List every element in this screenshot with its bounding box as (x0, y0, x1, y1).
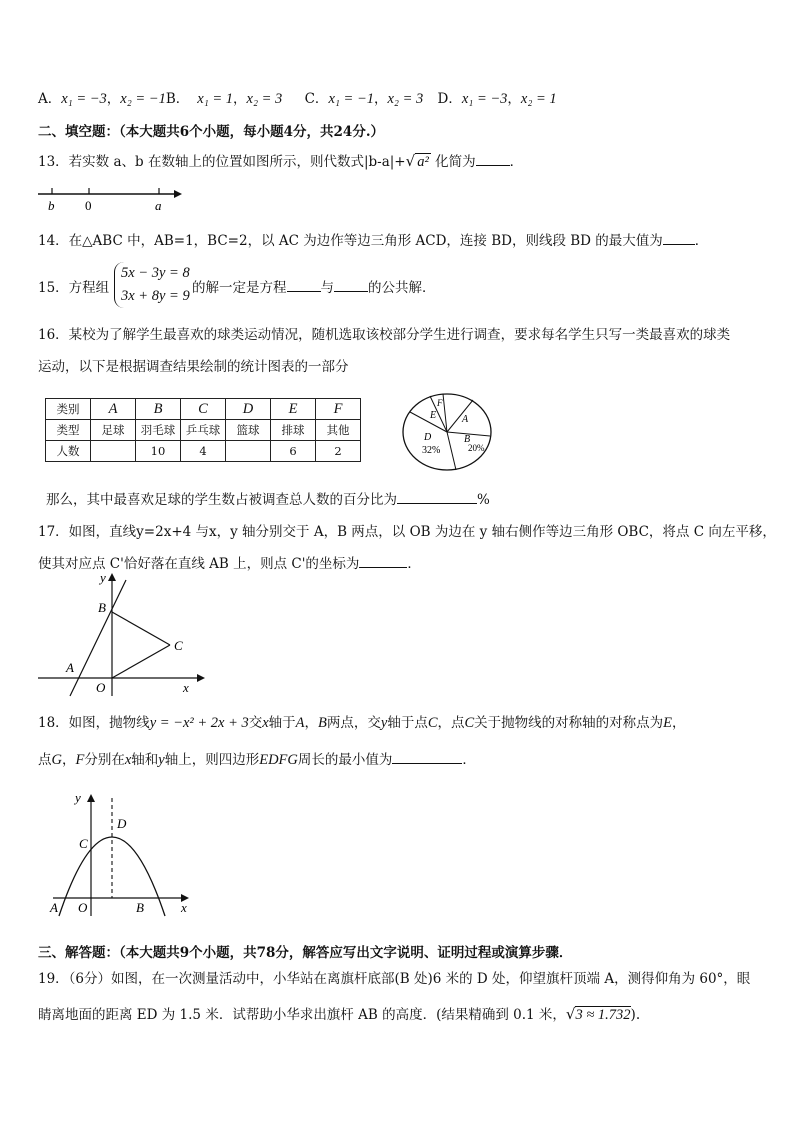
table-cell: 类别 (46, 399, 91, 420)
q15-mid1: 的解一定是方程 (192, 280, 287, 296)
q17-line2: 使其对应点 C'恰好落在直线 AB 上，则点 C'的坐标为 (38, 556, 360, 572)
q16-pie-chart (400, 390, 500, 474)
q16-question-text: 那么，其中最喜欢足球的学生数占被调查总人数的百分比为 (46, 492, 397, 508)
q18-var-y: y (380, 715, 388, 731)
q18-text: 周长的最小值为 (297, 752, 393, 768)
table-cell: 羽毛球 (136, 420, 181, 441)
pie-pct-d: 32% (422, 445, 441, 456)
q18-var-e: E (663, 715, 673, 731)
table-cell: 排球 (271, 420, 316, 441)
table-row (46, 399, 361, 420)
q15-eq1: 5x − 3y = 8 (121, 265, 190, 281)
q18-text: 轴上，则四边形 (164, 752, 260, 768)
q18-var-c: C (427, 715, 438, 731)
q18-formula: y = −x² + 2x + 3 (149, 715, 249, 731)
q18-var-a: A (295, 715, 305, 731)
fig17-label-c: C (174, 638, 183, 653)
q18-line2 (38, 748, 476, 769)
separator: ， (373, 91, 388, 107)
fig17-label-a: A (66, 660, 74, 675)
table-cell (226, 441, 271, 462)
q19-line2-wrap (38, 1003, 640, 1024)
option-b-eq2: x₂ = 3 (246, 91, 283, 107)
fig18-label-y: y (75, 790, 81, 805)
axis-label-zero: 0 (85, 198, 92, 213)
table-cell: E (271, 399, 316, 420)
table-row (46, 420, 361, 441)
q18-var-x: x (262, 715, 269, 731)
q16-line2: 运动，以下是根据调查结果绘制的统计图表的一部分 (38, 359, 349, 375)
option-d-eq2: x₂ = 1 (520, 91, 557, 107)
sqrt-sign: √ (565, 1005, 576, 1023)
table-cell: 足球 (91, 420, 136, 441)
q16-question (46, 488, 490, 508)
q18-line1 (38, 711, 686, 732)
option-b-label: B． (165, 91, 190, 107)
q18-text: ， (672, 715, 686, 731)
pie-label-a: A (462, 414, 469, 425)
table-cell: 4 (181, 441, 226, 462)
fig18-label-b: B (136, 900, 144, 915)
q13-suffix: 化简为 (435, 154, 476, 170)
q18-text: 轴于点 (387, 715, 428, 731)
q16-line1: 16．某校为了解学生最喜欢的球类运动情况，随机选取该校部分学生进行调查，要求每名学生只写一类最喜欢的球类 (38, 327, 731, 343)
q18-var-y: y (158, 752, 165, 768)
fig18-label-a: A (50, 900, 58, 915)
q19-line2: 睛离地面的距离 ED 为 1.5 米．试帮助小华求出旗杆 AB 的高度．(结果精确到 0.1 米， (38, 1007, 566, 1023)
option-a-eq2: x₂ = −1 (120, 91, 166, 107)
q14-body: 14．在△ABC 中，AB=1，BC=2，以 AC 为边作等边三角形 ACD，连接 BD，则线段 BD 的最大值为 (38, 233, 663, 249)
option-b-eq1: x₁ = 1 (197, 91, 234, 107)
q17-line1: 17．如图，直线y=2x+4 与x，y 轴分别交于 A，B 两点，以 OB 为边在 y 轴右侧作等边三角形 OBC，将点 C 向左平移， (38, 524, 776, 540)
option-c-eq2: x₂ = 3 (387, 91, 424, 107)
q16-unit: % (477, 492, 490, 508)
q18-var-c: C (464, 715, 475, 731)
q18-text: 关于抛物线的对称轴的对称点为 (474, 715, 664, 731)
q18-answer-blank (392, 751, 462, 764)
q17-figure (30, 568, 210, 700)
axis-label-b: b (48, 198, 55, 213)
pie-label-d: D (424, 432, 432, 443)
q17-answer-blank (359, 555, 407, 568)
section2-title: 二、填空题：（本大题共6个小题，每小题4分，共24分.） (38, 124, 385, 140)
table-cell: 其他 (316, 420, 361, 441)
q14-end: ． (694, 233, 709, 249)
table-cell: 人数 (46, 441, 91, 462)
q18-text: ， (304, 715, 319, 731)
table-cell: 乒乓球 (181, 420, 226, 441)
q15-eq2: 3x + 8y = 9 (121, 288, 190, 304)
option-d-label: D． (437, 91, 462, 107)
sqrt-sign: √ (405, 152, 416, 170)
table-row (46, 441, 361, 462)
q13-number-line (36, 182, 186, 214)
q14-answer-blank (663, 232, 695, 245)
q15-rest (192, 276, 436, 296)
q19-approx: 3 ≈ 1.732 (575, 1007, 631, 1023)
q18-text: ，点 (437, 715, 465, 731)
q15-blank2 (334, 279, 368, 292)
fig18-label-c: C (79, 836, 88, 851)
table-cell: 6 (271, 441, 316, 462)
q18-var-f: F (75, 752, 85, 768)
option-a-label: A． (38, 91, 62, 107)
q19-end: ). (630, 1007, 641, 1023)
q15-equation-system (114, 262, 190, 308)
pie-pct-b: 20% (468, 443, 485, 453)
fig18-label-o: O (78, 900, 88, 915)
option-d-eq1: x₁ = −3 (461, 91, 508, 107)
q18-var-b: B (318, 715, 327, 731)
axis-label-a: a (155, 198, 162, 213)
option-c-eq1: x₁ = −1 (328, 91, 374, 107)
q15-prefix: 15．方程组 (38, 280, 110, 296)
q18-text: 交 (248, 715, 263, 731)
table-cell: D (226, 399, 271, 420)
q13-radicand: a² (417, 154, 429, 170)
q16-answer-blank (397, 491, 477, 504)
table-cell: F (316, 399, 361, 420)
q13-end: ． (509, 154, 524, 170)
q18-end: ． (462, 752, 476, 768)
pie-label-b: B (464, 434, 471, 445)
q18-prefix: 18．如图，抛物线 (38, 715, 150, 731)
option-c-label: C． (304, 91, 329, 107)
q18-text: 两点，交 (326, 715, 381, 731)
separator: ， (106, 91, 121, 107)
fig18-label-x: x (181, 900, 187, 915)
q13-answer-blank (476, 153, 510, 166)
fig17-label-x: x (183, 680, 189, 695)
q12-options (38, 87, 557, 108)
table-cell: A (91, 399, 136, 420)
q18-var-g: G (51, 752, 62, 768)
separator: ， (507, 91, 521, 107)
q18-text: ， (61, 752, 76, 768)
q14-text (38, 229, 708, 249)
q18-figure (45, 788, 195, 918)
option-a-eq1: x₁ = −3 (61, 91, 107, 107)
table-cell (91, 441, 136, 462)
table-cell: 2 (316, 441, 361, 462)
q18-var-x: x (124, 752, 132, 768)
q18-text: 轴和 (131, 752, 159, 768)
fig17-label-b: B (98, 600, 106, 615)
q18-text: 点 (38, 752, 52, 768)
pie-label-e: E (430, 410, 437, 421)
pie-label-f: F (437, 398, 443, 408)
table-cell: B (136, 399, 181, 420)
fig17-label-y: y (100, 570, 106, 585)
separator: ， (233, 91, 247, 107)
q13-text (38, 150, 523, 171)
table-cell: 类型 (46, 420, 91, 441)
fig18-label-d: D (117, 816, 127, 831)
q18-text: 分别在 (84, 752, 125, 768)
q17-end: ． (407, 556, 421, 572)
q16-stat-table (45, 398, 361, 462)
q13-prefix: 13．若实数 a、b 在数轴上的位置如图所示，则代数式|b-a|+ (38, 154, 406, 170)
fig17-label-o: O (96, 680, 106, 695)
section3-title: 三、解答题：（本大题共9个小题，共78分，解答应写出文字说明、证明过程或演算步骤． (38, 945, 573, 961)
table-cell: 篮球 (226, 420, 271, 441)
q18-quad: EDFG (259, 752, 298, 768)
table-cell: 10 (136, 441, 181, 462)
q19-line1: 19．（6分）如图，在一次测量活动中，小华站在离旗杆底部(B 处)6 米的 D 处，仰望旗杆顶端 A，测得仰角为 60°，眼 (38, 971, 751, 987)
table-cell: C (181, 399, 226, 420)
q15-mid2: 与 (320, 280, 334, 296)
q15-suffix: 的公共解． (368, 280, 436, 296)
q15-blank1 (287, 279, 321, 292)
q18-text: 轴于 (268, 715, 296, 731)
